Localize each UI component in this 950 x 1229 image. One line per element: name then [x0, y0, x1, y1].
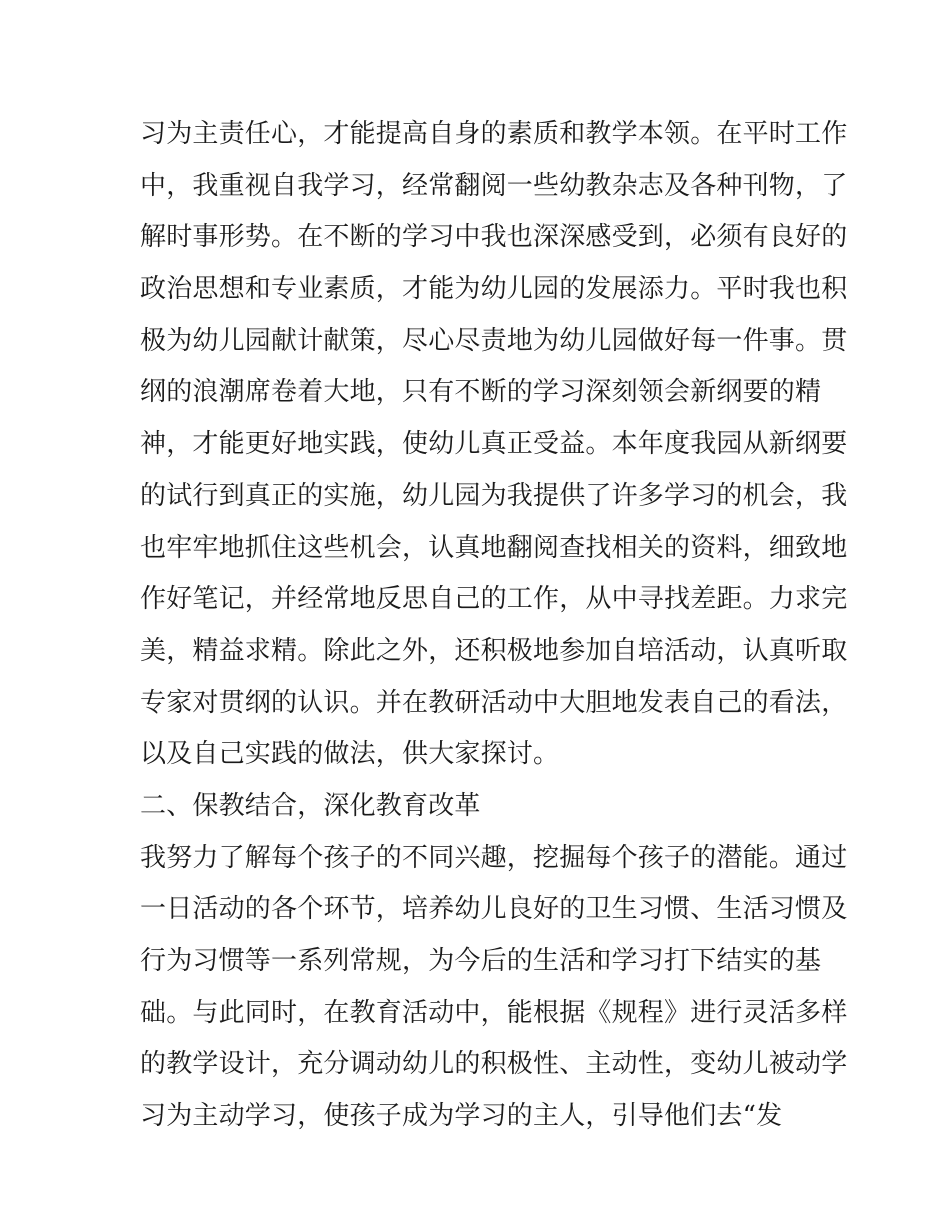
- paragraph-line-8: 的试行到真正的实施，幼儿园为我提供了许多学习的机会，我: [140, 480, 848, 511]
- paragraph-line-5: 极为幼儿园献计献策，尽心尽责地为幼儿园做好每一件事。贯: [140, 325, 848, 356]
- paragraph-line-10: 作好笔记，并经常地反思自己的工作，从中寻找差距。力求完: [140, 584, 848, 615]
- paragraph-line-11: 美，精益求精。除此之外，还积极地参加自培活动，认真听取: [140, 635, 848, 666]
- paragraph-line-7: 神，才能更好地实践，使幼儿真正受益。本年度我园从新纲要: [140, 429, 848, 460]
- paragraph-line-19: 的教学设计，充分调动幼儿的积极性、主动性，变幼儿被动学: [140, 1049, 848, 1080]
- body-text: [140, 109, 848, 1143]
- section-heading: 二、保教结合，深化教育改革: [140, 790, 481, 821]
- paragraph-line-12: 专家对贯纲的认识。并在教研活动中大胆地发表自己的看法，: [140, 687, 848, 718]
- paragraph-line-18: 础。与此同时，在教育活动中，能根据《规程》进行灵活多样: [140, 997, 848, 1028]
- paragraph-line-17: 行为习惯等一系列常规，为今后的生活和学习打下结实的基: [140, 946, 822, 976]
- paragraph-line-16: 一日活动的各个环节，培养幼儿良好的卫生习惯、生活习惯及: [140, 894, 848, 925]
- paragraph-line-6: 纲的浪潮席卷着大地，只有不断的学习深刻领会新纲要的精: [140, 377, 822, 408]
- paragraph-line-20: 习为主动学习，使孩子成为学习的主人，引导他们去“发: [140, 1101, 783, 1132]
- paragraph-line-1: 习为主责任心，才能提高自身的素质和教学本领。在平时工作: [140, 119, 848, 149]
- paragraph-line-4: 政治思想和专业素质，才能为幼儿园的发展添力。平时我也积: [140, 274, 848, 305]
- paragraph-line-13: 以及自己实践的做法，供大家探讨。: [140, 739, 560, 770]
- paragraph-line-3: 解时事形势。在不断的学习中我也深深感受到，必须有良好的: [140, 222, 848, 253]
- paragraph-line-9: 也牢牢地抓住这些机会，认真地翻阅查找相关的资料，细致地: [140, 532, 848, 563]
- paragraph-line-15: 我努力了解每个孩子的不同兴趣，挖掘每个孩子的潜能。通过: [140, 842, 848, 873]
- paragraph-line-2: 中，我重视自我学习，经常翻阅一些幼教杂志及各种刊物，了: [140, 170, 848, 201]
